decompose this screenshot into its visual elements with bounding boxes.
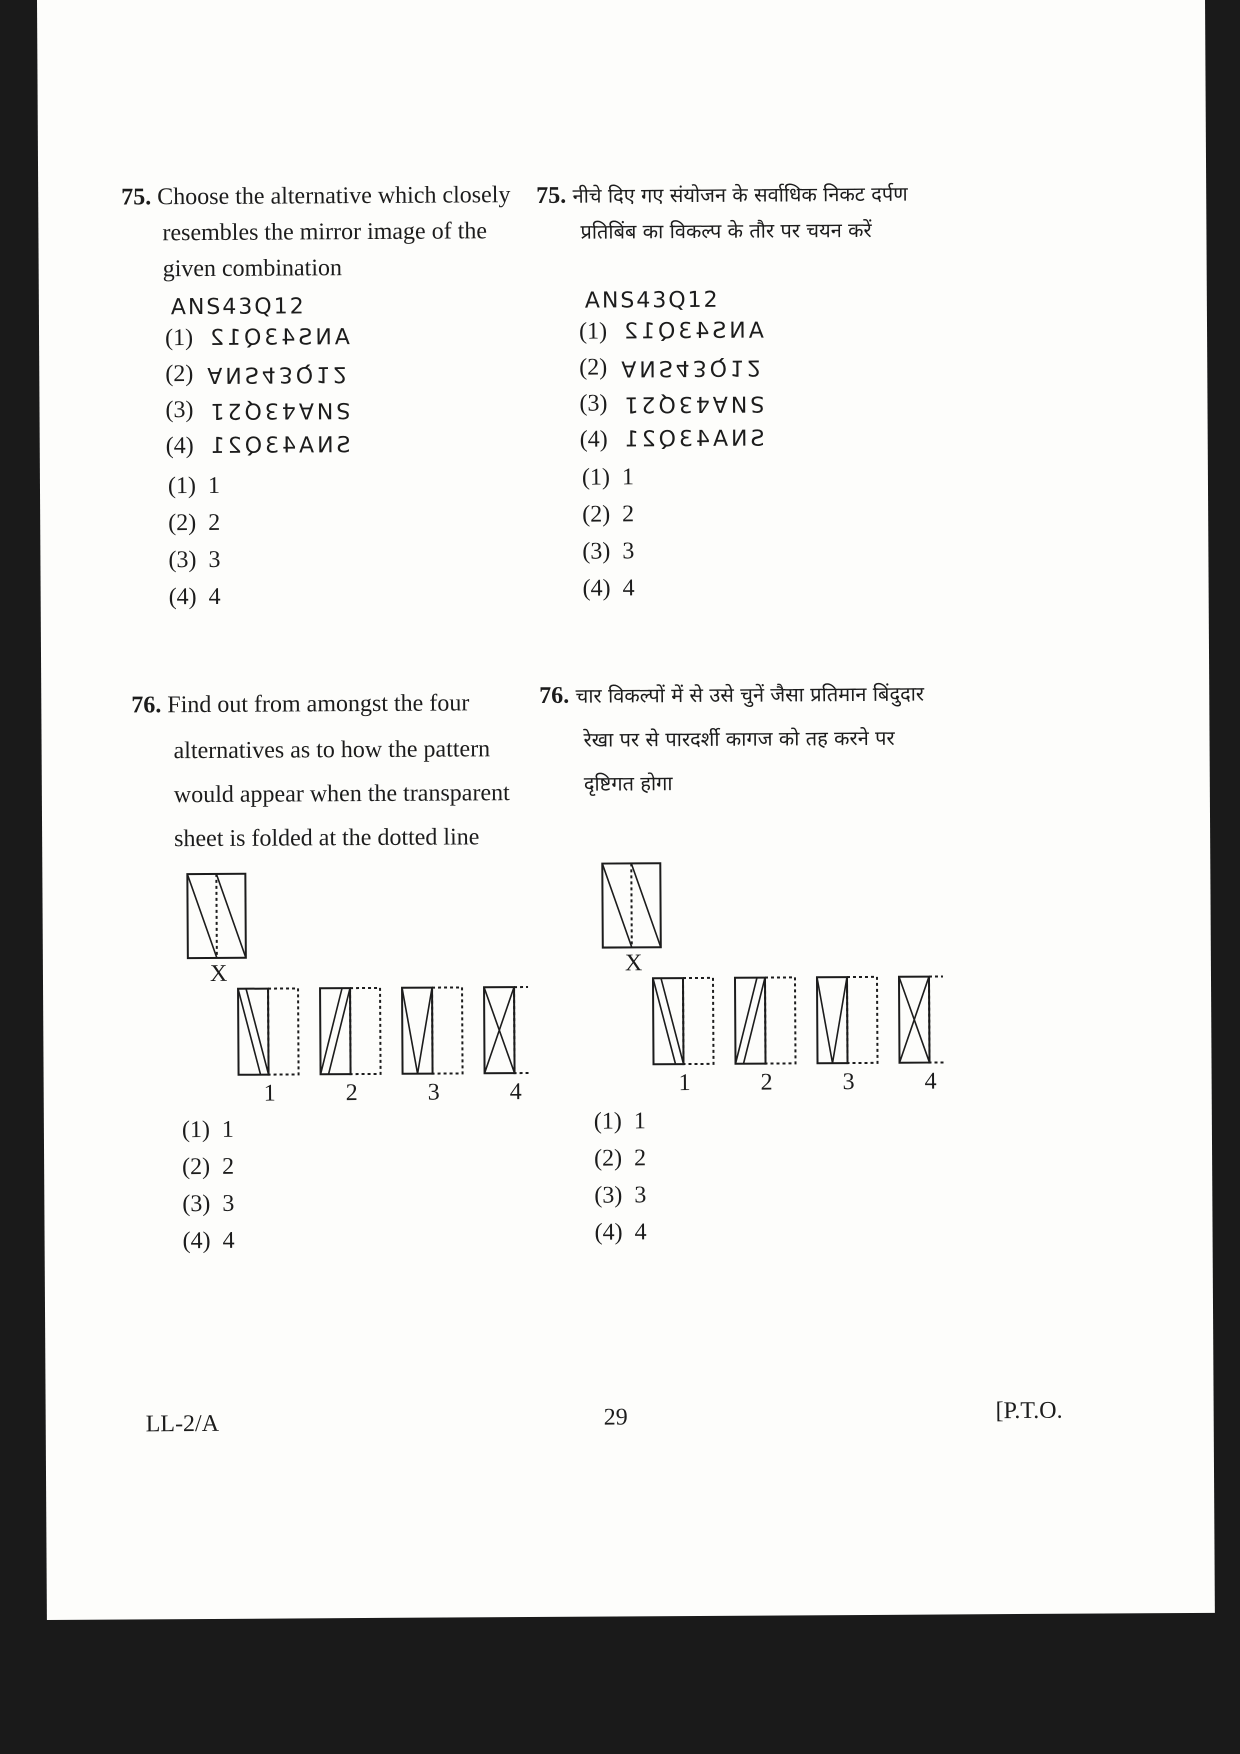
- answer-label: (1): [581, 464, 610, 491]
- q75-figure-option-4: [166, 432, 351, 460]
- mirrored-text: ANS43Q12: [621, 354, 765, 381]
- paper-code: LL-2/A: [145, 1410, 220, 1438]
- answer-label: (3): [182, 1190, 211, 1218]
- q75-answer-4[interactable]: [169, 584, 221, 611]
- page-number: 29: [603, 1404, 628, 1431]
- mirrored-text: SNA43Q21: [207, 397, 351, 423]
- fold-line: [216, 874, 217, 958]
- q76-hi-line-2: रेखा पर से पारदर्शी कागज को तह करने पर: [583, 725, 895, 752]
- q75-hi-answer-1[interactable]: [582, 464, 634, 491]
- q75-hi-answer-2[interactable]: [582, 501, 634, 528]
- q75-combination: ANS43Q12: [170, 294, 306, 321]
- q75-figure-option-1: [165, 324, 350, 352]
- q76-en-line-3: would appear when the transparent: [173, 780, 510, 809]
- question-text: नीचे दिए गए संयोजन के सर्वाधिक निकट दर्पण: [572, 181, 908, 208]
- option-figure-3: [817, 977, 878, 1095]
- option-label: (4): [165, 433, 194, 460]
- answer-value: 1: [221, 1116, 234, 1143]
- answer-value: 2: [208, 509, 221, 536]
- question-text: Choose the alternative which closely: [157, 182, 511, 211]
- question-text: Find out from amongst the four: [167, 690, 470, 719]
- answer-value: 2: [222, 1153, 235, 1180]
- q75-en-line-2: resembles the mirror image of the: [162, 218, 488, 247]
- q75-hi-line-2: प्रतिबिंब का विकल्प के तौर पर चयन करें: [580, 217, 872, 244]
- answer-label: (3): [168, 547, 197, 574]
- answer-label: (2): [182, 1153, 211, 1181]
- option-label: (1): [164, 325, 194, 352]
- question-number: 75.: [121, 184, 152, 211]
- diagonal-line: [631, 863, 661, 947]
- q75-hi-line-1: [536, 175, 908, 215]
- answer-value: 3: [622, 538, 635, 565]
- q76-figures-hi: [597, 856, 943, 1098]
- pattern-line: [817, 977, 833, 1063]
- q76-answer-3[interactable]: [182, 1191, 234, 1218]
- q75-figure-option-3: [165, 396, 350, 424]
- answer-value: 4: [222, 1227, 235, 1254]
- answer-label: (1): [181, 1116, 210, 1144]
- unfolded-half: [847, 977, 878, 1063]
- option-figure-1: [238, 988, 299, 1106]
- answer-label: (4): [582, 575, 611, 602]
- q75-hi-figure-option-2: [579, 354, 764, 382]
- answer-value: 2: [633, 1145, 647, 1172]
- answer-label: (3): [582, 538, 611, 565]
- q76-answer-1[interactable]: [182, 1117, 234, 1144]
- q76-answer-2[interactable]: [182, 1154, 234, 1181]
- answer-value: 3: [222, 1190, 235, 1217]
- answer-value: 1: [207, 472, 221, 499]
- exam-page: [37, 0, 1215, 1620]
- q76-hi-line-1: [539, 675, 924, 715]
- q76-hi-line-3: दृष्टिगत होगा: [583, 771, 673, 796]
- option-label-1: 1: [678, 1070, 691, 1097]
- answer-label: (4): [168, 584, 197, 611]
- option-label: (2): [579, 354, 608, 381]
- answer-value: 2: [622, 501, 635, 528]
- option-label-1: 1: [263, 1080, 276, 1107]
- folded-half: [402, 988, 433, 1074]
- q75-figure-option-2: [165, 360, 350, 388]
- option-label: (4): [579, 426, 608, 453]
- q76-figures-en: [182, 867, 528, 1109]
- q76-hi-answer-3[interactable]: [594, 1182, 646, 1209]
- option-figure-2: [735, 977, 796, 1095]
- q75-answer-2[interactable]: [168, 510, 220, 537]
- option-label-3: 3: [842, 1069, 855, 1096]
- diagonal-line: [187, 874, 217, 958]
- option-label: (3): [165, 397, 194, 424]
- q75-combination-hi: ANS43Q12: [584, 287, 720, 314]
- answer-label: (4): [594, 1219, 623, 1246]
- option-label-2: 2: [760, 1069, 773, 1096]
- mirrored-text: ANS43Q12: [206, 325, 350, 351]
- option-figure-4: [899, 976, 944, 1094]
- answer-label: (2): [582, 501, 611, 528]
- answer-value: 3: [634, 1182, 647, 1209]
- answer-label: (3): [594, 1182, 623, 1209]
- folded-half: [653, 978, 684, 1064]
- answer-label: (4): [182, 1227, 211, 1255]
- option-label: (3): [579, 390, 608, 417]
- folded-half: [320, 988, 351, 1074]
- mirrored-text: SNA43Q21: [207, 433, 351, 459]
- option-label-4: 4: [509, 1079, 522, 1106]
- diagonal-line: [602, 863, 632, 947]
- answer-value: 4: [208, 583, 221, 610]
- pto-note: [P.T.O.: [995, 1397, 1063, 1425]
- q76-answer-4[interactable]: [183, 1228, 235, 1255]
- q76-hi-answer-4[interactable]: [594, 1219, 646, 1246]
- unfolded-half: [268, 988, 299, 1074]
- option-figure-1: [653, 978, 714, 1096]
- pattern-line: [832, 977, 848, 1063]
- unfolded-half: [683, 978, 714, 1064]
- folded-half: [817, 977, 848, 1063]
- answer-value: 1: [621, 464, 634, 491]
- diagonal-line: [216, 874, 246, 958]
- mirrored-text: SNA43Q21: [621, 426, 765, 453]
- option-label-2: 2: [345, 1080, 358, 1107]
- option-label-4: 4: [924, 1068, 937, 1095]
- pattern-line: [417, 988, 433, 1074]
- unfolded-half: [929, 976, 944, 1062]
- folded-half: [238, 989, 269, 1075]
- q76-hi-answer-1[interactable]: [594, 1108, 646, 1135]
- question-text: चार विकल्पों में से उसे चुनें जैसा प्रतिमान बिंदुदार: [575, 681, 925, 708]
- answer-value: 3: [208, 546, 221, 573]
- q75-answer-1[interactable]: [168, 473, 220, 500]
- option-label: (1): [578, 318, 608, 345]
- question-number: 76.: [131, 692, 162, 719]
- mirrored-text: ANS43Q12: [620, 318, 764, 345]
- answer-label: (1): [593, 1108, 622, 1135]
- option-figure-3: [402, 987, 463, 1105]
- answer-label: (2): [168, 510, 197, 537]
- q75-hi-figure-option-3: [579, 390, 764, 418]
- q76-en-line-4: sheet is folded at the dotted line: [174, 824, 480, 853]
- answer-label: (2): [594, 1145, 623, 1172]
- unfolded-half: [514, 987, 529, 1073]
- option-figure-4: [484, 987, 529, 1105]
- answer-label: (1): [167, 473, 197, 500]
- q75-hi-answer-4[interactable]: [583, 575, 635, 602]
- mirrored-text: SNA43Q21: [621, 390, 765, 417]
- figure-x-label: X: [624, 950, 643, 977]
- q75-hi-figure-option-1: [579, 318, 764, 346]
- figure-x: [187, 874, 246, 987]
- figure-x: [602, 863, 661, 976]
- answer-value: 4: [622, 575, 635, 602]
- option-figure-2: [320, 988, 381, 1106]
- unfolded-half: [432, 987, 463, 1073]
- q76-en-line-2: alternatives as to how the pattern: [173, 736, 491, 765]
- pattern-line: [402, 988, 418, 1074]
- mirrored-text: ANS43Q12: [207, 361, 351, 387]
- question-number: 76.: [539, 682, 570, 709]
- option-label: (2): [165, 361, 194, 388]
- fold-line: [631, 863, 632, 947]
- unfolded-half: [765, 977, 796, 1063]
- option-label-3: 3: [427, 1079, 440, 1106]
- q75-answer-3[interactable]: [168, 547, 220, 574]
- answer-value: 1: [633, 1108, 646, 1135]
- unfolded-half: [350, 988, 381, 1074]
- q76-en-line-1: [131, 683, 469, 725]
- q76-hi-answer-2[interactable]: [594, 1145, 646, 1172]
- answer-value: 4: [634, 1219, 647, 1246]
- q75-hi-figure-option-4: [580, 426, 765, 454]
- folded-half: [735, 978, 766, 1064]
- question-number: 75.: [536, 182, 567, 209]
- figure-x-label: X: [209, 960, 228, 987]
- q75-en-line-3: given combination: [162, 255, 343, 283]
- q75-hi-answer-3[interactable]: [582, 538, 634, 565]
